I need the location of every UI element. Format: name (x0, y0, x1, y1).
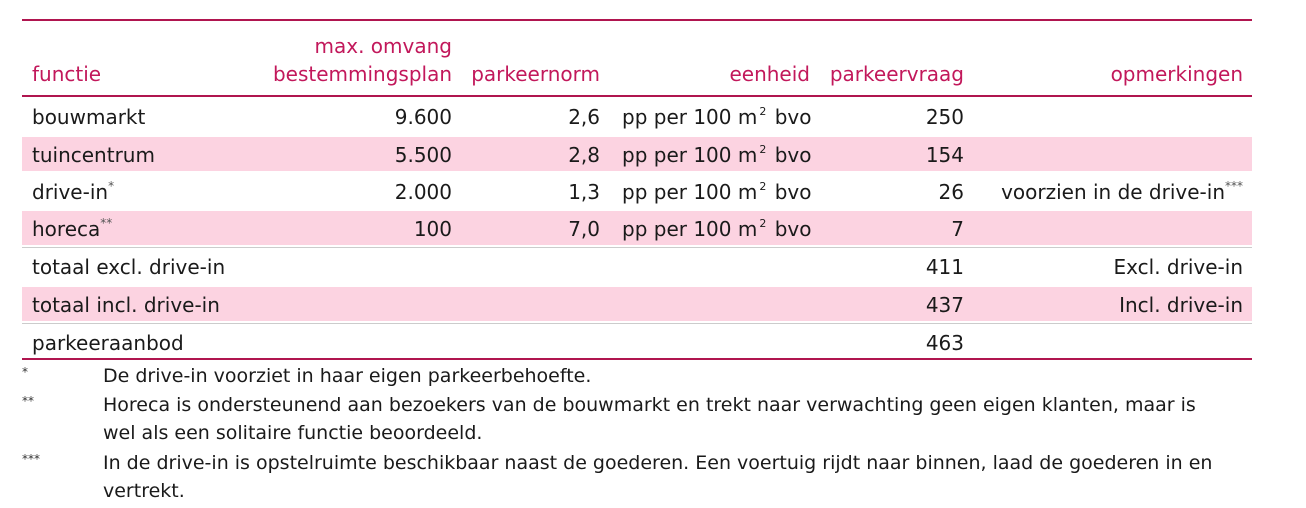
header-parkeervraag: parkeervraag (829, 62, 964, 86)
total-parkeervraag: 437 (925, 293, 964, 317)
total-label: parkeeraanbod (32, 331, 184, 355)
row-divider (22, 323, 1252, 324)
table-row (22, 174, 1252, 208)
cell-parkeernorm: 2,6 (568, 105, 600, 129)
unit-superscript: 2 (759, 180, 767, 193)
footnote-text: Horeca is ondersteunend aan bezoekers van de bouwmarkt en trekt naar verwachting geen eigen klanten, maar is wel als een solitaire functie beoordeeld. (103, 394, 1196, 444)
cell-functie: drive-in (32, 180, 109, 204)
cell-parkeernorm: 7,0 (568, 217, 600, 241)
table-header-rule (22, 95, 1252, 97)
cell-omvang: 9.600 (394, 105, 452, 129)
cell-functie: tuincentrum (32, 143, 155, 167)
footnote-mark: ** (22, 394, 34, 408)
footnote-mark: * (22, 365, 28, 379)
unit-text: pp per 100 m (622, 105, 758, 129)
total-row (22, 325, 1252, 359)
cell-parkeervraag: 26 (938, 180, 964, 204)
unit-suffix: bvo (768, 105, 812, 129)
cell-omvang: 2.000 (394, 180, 452, 204)
cell-parkeernorm: 1,3 (568, 180, 600, 204)
unit-superscript: 2 (759, 143, 767, 156)
footnote-text: In de drive-in is opstelruimte beschikbaar naast de goederen. Een voertuig rijdt naar binnen, laad de goederen in en vertrekt. (103, 452, 1213, 502)
table-row (22, 211, 1252, 245)
unit-text: pp per 100 m (622, 180, 758, 204)
total-parkeervraag: 411 (925, 255, 964, 279)
footnote-text: De drive-in voorziet in haar eigen parkeerbehoefte. (103, 365, 592, 387)
cell-eenheid (622, 174, 810, 208)
footnote-mark: * (108, 179, 115, 193)
unit-suffix: bvo (768, 180, 812, 204)
header-max-omvang-line1: max. omvang (314, 34, 452, 58)
cell-eenheid (622, 211, 810, 245)
total-label: totaal incl. drive-in (32, 293, 220, 317)
table-row (22, 137, 1252, 171)
header-functie: functie (32, 62, 102, 86)
total-row (22, 287, 1252, 321)
unit-text: pp per 100 m (622, 143, 758, 167)
total-row (22, 249, 1252, 283)
cell-omvang: 100 (413, 217, 452, 241)
total-opmerkingen: Incl. drive-in (1119, 293, 1243, 317)
unit-suffix: bvo (768, 143, 812, 167)
header-parkeernorm: parkeernorm (471, 62, 600, 86)
table-bottom-rule (22, 358, 1252, 360)
cell-functie: horeca (32, 217, 101, 241)
cell-parkeervraag: 250 (925, 105, 964, 129)
cell-opmerkingen (982, 211, 1243, 245)
cell-parkeervraag: 7 (951, 217, 964, 241)
header-max-omvang-line2: bestemmingsplan (272, 62, 452, 86)
total-parkeervraag: 463 (925, 331, 964, 355)
total-opmerkingen (982, 325, 1243, 359)
cell-omvang: 5.500 (394, 143, 452, 167)
header-opmerkingen: opmerkingen (1110, 62, 1243, 86)
table-row (22, 99, 1252, 133)
footnote-mark: ** (100, 216, 113, 230)
unit-superscript: 2 (759, 105, 767, 118)
cell-functie: bouwmarkt (32, 105, 146, 129)
unit-superscript: 2 (759, 217, 767, 230)
cell-opmerkingen: voorzien in de drive-in*** (1001, 179, 1243, 204)
cell-parkeernorm: 2,8 (568, 143, 600, 167)
unit-text: pp per 100 m (622, 217, 758, 241)
table-header (22, 21, 1252, 95)
cell-opmerkingen (982, 137, 1243, 171)
total-label: totaal excl. drive-in (32, 255, 226, 279)
footnote-mark: *** (22, 452, 40, 466)
row-divider (22, 247, 1252, 248)
cell-parkeervraag: 154 (925, 143, 964, 167)
total-opmerkingen: Excl. drive-in (1113, 255, 1243, 279)
unit-suffix: bvo (768, 217, 812, 241)
cell-opmerkingen (982, 99, 1243, 133)
cell-eenheid (622, 137, 810, 171)
cell-eenheid (622, 99, 810, 133)
header-eenheid: eenheid (729, 62, 810, 86)
